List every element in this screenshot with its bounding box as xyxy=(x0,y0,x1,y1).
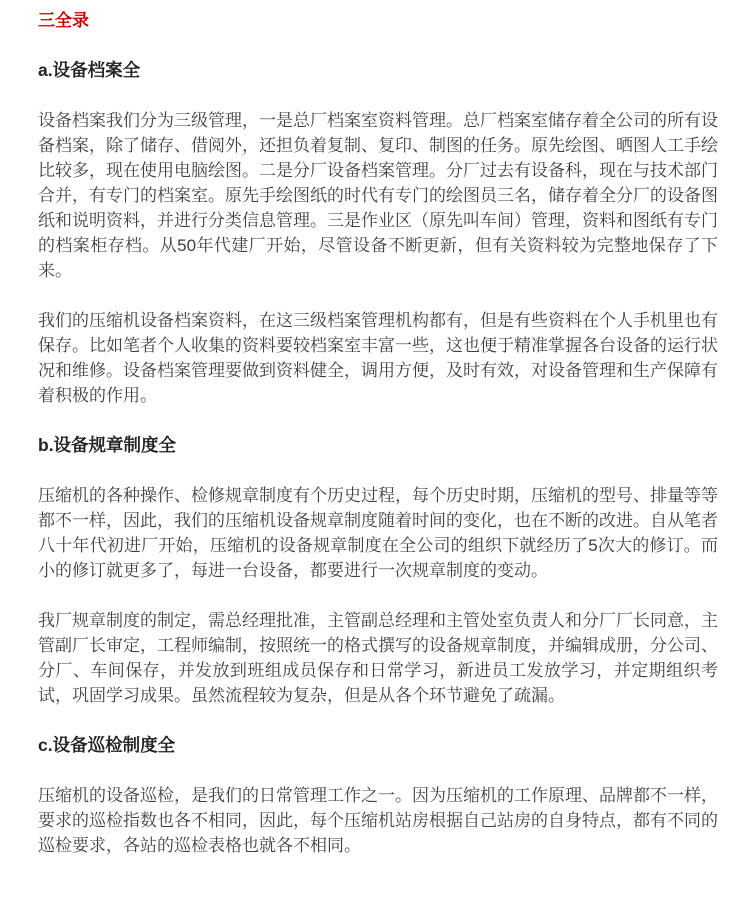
paragraph-b2: 我厂规章制度的制定，需总经理批准，主管副总经理和主管处室负责人和分厂厂长同意，主管副厂长审定，工程师编制，按照统一的格式撰写的设备规章制度，并编辑成册，分公司、分厂、车间保存，并发放到班组成员保存和日常学习，新进员工发放学习，并定期组织考试，巩固学习成果。虽然流程较为复杂，但是从各个环节避免了疏漏。 xyxy=(38,611,718,705)
section-heading-c: c.设备巡检制度全 xyxy=(38,735,176,755)
section-heading-b: b.设备规章制度全 xyxy=(38,435,177,455)
paragraph-a1: 设备档案我们分为三级管理，一是总厂档案室资料管理。总厂档案室储存着全公司的所有设备档案，除了储存、借阅外，还担负着复制、复印、制图的任务。原先绘图、晒图人工手绘比较多，现在使用电脑绘图。二是分厂设备档案管理。分厂过去有设备科，现在与技术部门合并，有专门的档案室。原先手绘图纸的时代有专门的绘图员三名，储存着全分厂的设备图纸和说明资料，并进行分类信息管理。三是作业区（原先叫车间）管理，资料和图纸有专门的档案柜存档。从50年代建厂开始，尽管设备不断更新，但有关资料较为完整地保存了下来。 xyxy=(38,111,718,280)
section-heading-a: a.设备档案全 xyxy=(38,60,141,80)
paragraph-a2: 我们的压缩机设备档案资料，在这三级档案管理机构都有，但是有些资料在个人手机里也有保存。比如笔者个人收集的资料要较档案室丰富一些，这也便于精准掌握各台设备的运行状况和维修。设备档案管理要做到资料健全，调用方便，及时有效，对设备管理和生产保障有着积极的作用。 xyxy=(38,311,718,405)
paragraph-c1: 压缩机的设备巡检，是我们的日常管理工作之一。因为压缩机的工作原理、品牌都不一样，要求的巡检指数也各不相同，因此，每个压缩机站房根据自己站房的自身特点，都有不同的巡检要求，各站的巡检表格也就各不相同。 xyxy=(38,786,718,855)
page-title: 三全录 xyxy=(38,11,89,30)
paragraph-b1: 压缩机的各种操作、检修规章制度有个历史过程，每个历史时期，压缩机的型号、排量等等都不一样，因此，我们的压缩机设备规章制度随着时间的变化，也在不断的改进。自从笔者八十年代初进厂开始，压缩机的设备规章制度在全公司的组织下就经历了5次大的修订。而小的修订就更多了，每进一台设备，都要进行一次规章制度的变动。 xyxy=(38,486,718,580)
